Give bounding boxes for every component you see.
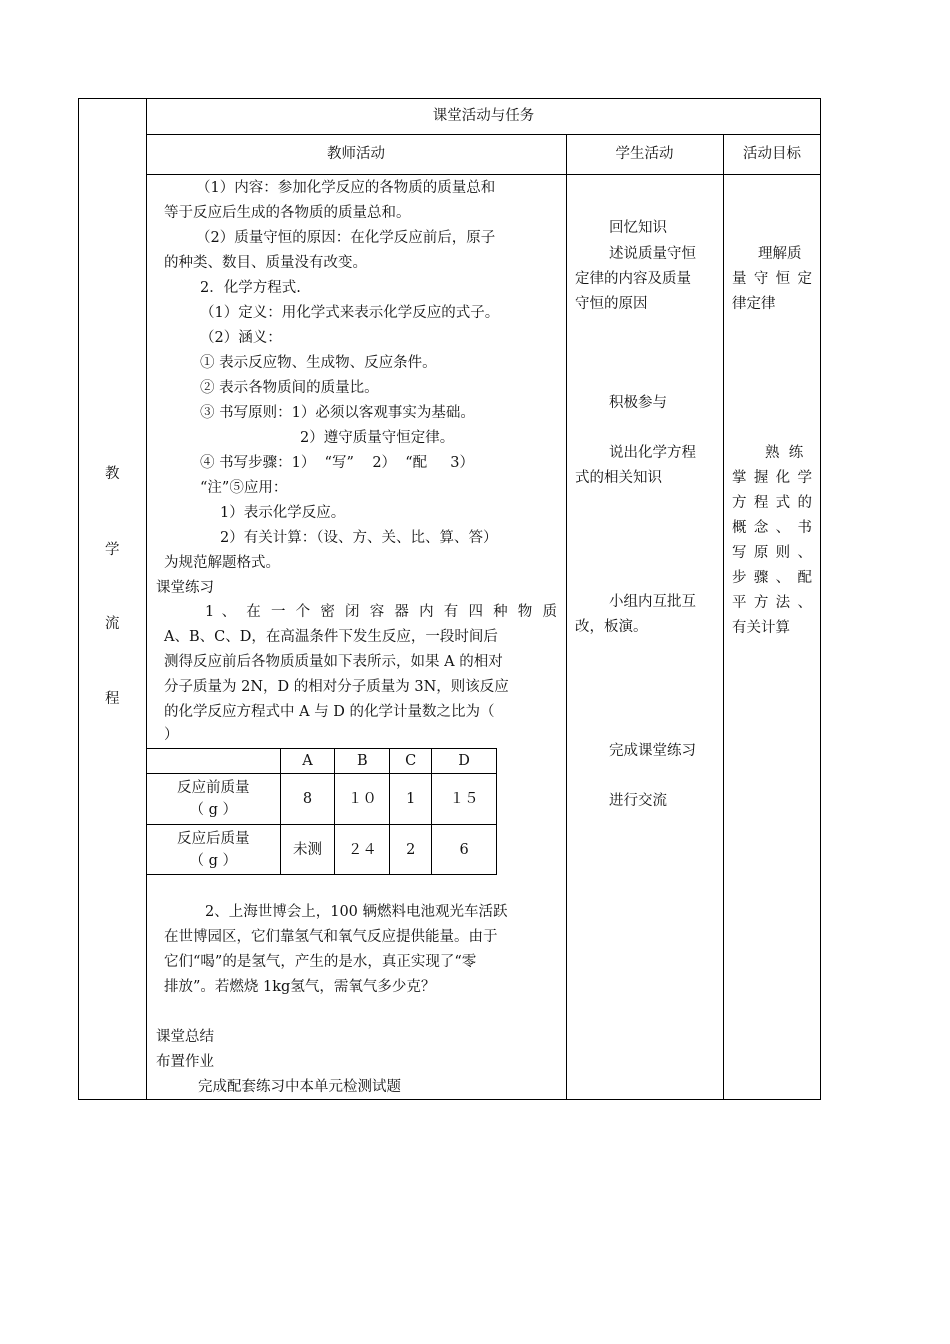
- row-label-after: [147, 825, 281, 875]
- student-line: 述说质量守恒: [609, 246, 696, 262]
- table-row: [147, 774, 497, 825]
- question-1-line: 分子质量为 2N，D 的相对分子质量为 3N，则该反应: [164, 679, 509, 695]
- column-divider-teacher: [566, 134, 567, 1100]
- table-cell: 8: [280, 774, 335, 825]
- row-label-unit: （ g ）: [189, 852, 238, 869]
- goal-line: 有关计算: [732, 620, 790, 636]
- teacher-line: （2）涵义：: [200, 330, 282, 346]
- teacher-line: ③ 书写原则：1）必须以客观事实为基础。: [200, 405, 475, 421]
- summary-heading: 课堂总结: [156, 1029, 214, 1045]
- table-cell: ２４: [335, 825, 390, 875]
- table-header-cell: D: [432, 749, 497, 774]
- section-label-char-1: 教: [105, 466, 120, 482]
- table-frame: [78, 98, 821, 1100]
- teacher-line: （2）质量守恒的原因：在化学反应前后，原子: [196, 230, 496, 246]
- goal-line: 写原则、: [732, 545, 812, 561]
- goal-line: 掌握化学: [732, 470, 812, 486]
- teacher-line: 1）表示化学反应。: [220, 505, 346, 521]
- student-line: 守恒的原因: [575, 296, 648, 312]
- question-2-line: 在世博园区，它们靠氢气和氧气反应提供能量。由于: [164, 929, 498, 945]
- question-2-line: 排放”。若燃烧 1kg氢气，需氧气多少克？: [164, 979, 436, 995]
- question-1-line: ）: [164, 727, 179, 743]
- teacher-line: （1）内容：参加化学反应的各物质的质量总和: [196, 180, 496, 196]
- student-line: 积极参与: [609, 395, 667, 411]
- table-cell: 1: [390, 774, 432, 825]
- goal-line: 平方法、: [732, 595, 812, 611]
- row-divider-title: [146, 134, 821, 135]
- question-2-line: 2、上海世博会上，100 辆燃料电池观光车活跃: [205, 904, 508, 920]
- question-1-line: 测得反应前后各物质质量如下表所示，如果 A 的相对: [164, 654, 503, 670]
- table-title: 课堂活动与任务: [432, 108, 535, 124]
- homework-heading: 布置作业: [156, 1054, 214, 1070]
- student-line: 说出化学方程: [609, 445, 696, 461]
- student-line: 定律的内容及质量: [575, 271, 691, 287]
- table-cell: 未测: [280, 825, 335, 875]
- teacher-line: “注”⑤应用：: [200, 480, 288, 496]
- table-header-cell: A: [280, 749, 335, 774]
- question-1-line: 1 、 在 一 个 密 闭 容 器 内 有 四 种 物 质: [205, 604, 557, 620]
- section-label-char-4: 程: [105, 691, 120, 707]
- table-row: [147, 825, 497, 875]
- goal-line: 步骤、配: [732, 570, 812, 586]
- row-label-text: 反应后质量: [177, 830, 250, 847]
- question-2-line: 它们“喝”的是氢气，产生的是水，真正实现了“零: [164, 954, 477, 970]
- goal-line: 量守恒定: [732, 271, 812, 287]
- student-line: 小组内互批互: [609, 594, 696, 610]
- goal-line: 熟 练: [765, 445, 804, 461]
- student-line: 回忆知识: [609, 220, 667, 236]
- teacher-line: ② 表示各物质间的质量比。: [200, 380, 379, 396]
- row-label-text: 反应前质量: [177, 780, 250, 796]
- student-line: 完成课堂练习: [609, 743, 696, 759]
- teacher-line: 2）有关计算：（设、方、关、比、算、答）: [220, 530, 498, 546]
- goal-line: 律定律: [732, 296, 776, 312]
- column-header-goal: 活动目标: [743, 146, 801, 162]
- table-cell: 2: [390, 825, 432, 875]
- student-line: 改，板演。: [575, 619, 648, 635]
- goal-line: 理解质: [758, 246, 802, 262]
- teacher-line: ④ 书写步骤：1） “写” 2） “配 3）: [200, 455, 474, 471]
- table-header-cell: [147, 749, 281, 774]
- row-label-before: [147, 774, 281, 825]
- table-cell: １５: [432, 774, 497, 825]
- teacher-line: ① 表示反应物、生成物、反应条件。: [200, 355, 437, 371]
- homework-detail: 完成配套练习中本单元检测试题: [198, 1079, 401, 1095]
- column-divider-student: [723, 134, 724, 1100]
- table-cell: １０: [335, 774, 390, 825]
- goal-line: 方程式的: [732, 495, 812, 511]
- section-label-char-3: 流: [105, 616, 120, 632]
- teacher-line: （1）定义：用化学式来表示化学反应的式子。: [200, 305, 500, 321]
- teacher-line: 为规范解题格式。: [164, 555, 280, 571]
- teacher-line: 2．化学方程式.: [200, 280, 301, 296]
- table-header-cell: B: [335, 749, 390, 774]
- section-label-char-2: 学: [105, 542, 120, 558]
- goal-line: 概念、书: [732, 520, 812, 536]
- question-1-line: 的化学反应方程式中 A 与 D 的化学计量数之比为（: [164, 704, 495, 720]
- column-header-student: 学生活动: [615, 146, 674, 162]
- teacher-line: 的种类、数目、质量没有改变。: [164, 255, 367, 271]
- question-1-line: A、B、C、D，在高温条件下发生反应，一段时间后: [164, 629, 498, 645]
- student-line: 进行交流: [609, 793, 667, 809]
- row-label-unit: （ g ）: [189, 802, 238, 818]
- teacher-line: 2）遵守质量守恒定律。: [300, 430, 455, 446]
- table-cell: 6: [432, 825, 497, 875]
- teacher-line: 等于反应后生成的各物质的质量总和。: [164, 205, 411, 221]
- mass-table: [146, 748, 497, 875]
- column-divider-label: [146, 98, 147, 1100]
- column-header-teacher: 教师活动: [327, 146, 385, 162]
- table-row: [147, 749, 497, 774]
- practice-heading: 课堂练习: [156, 580, 214, 596]
- row-divider-header: [146, 174, 821, 175]
- student-line: 式的相关知识: [575, 470, 662, 486]
- table-header-cell: C: [390, 749, 432, 774]
